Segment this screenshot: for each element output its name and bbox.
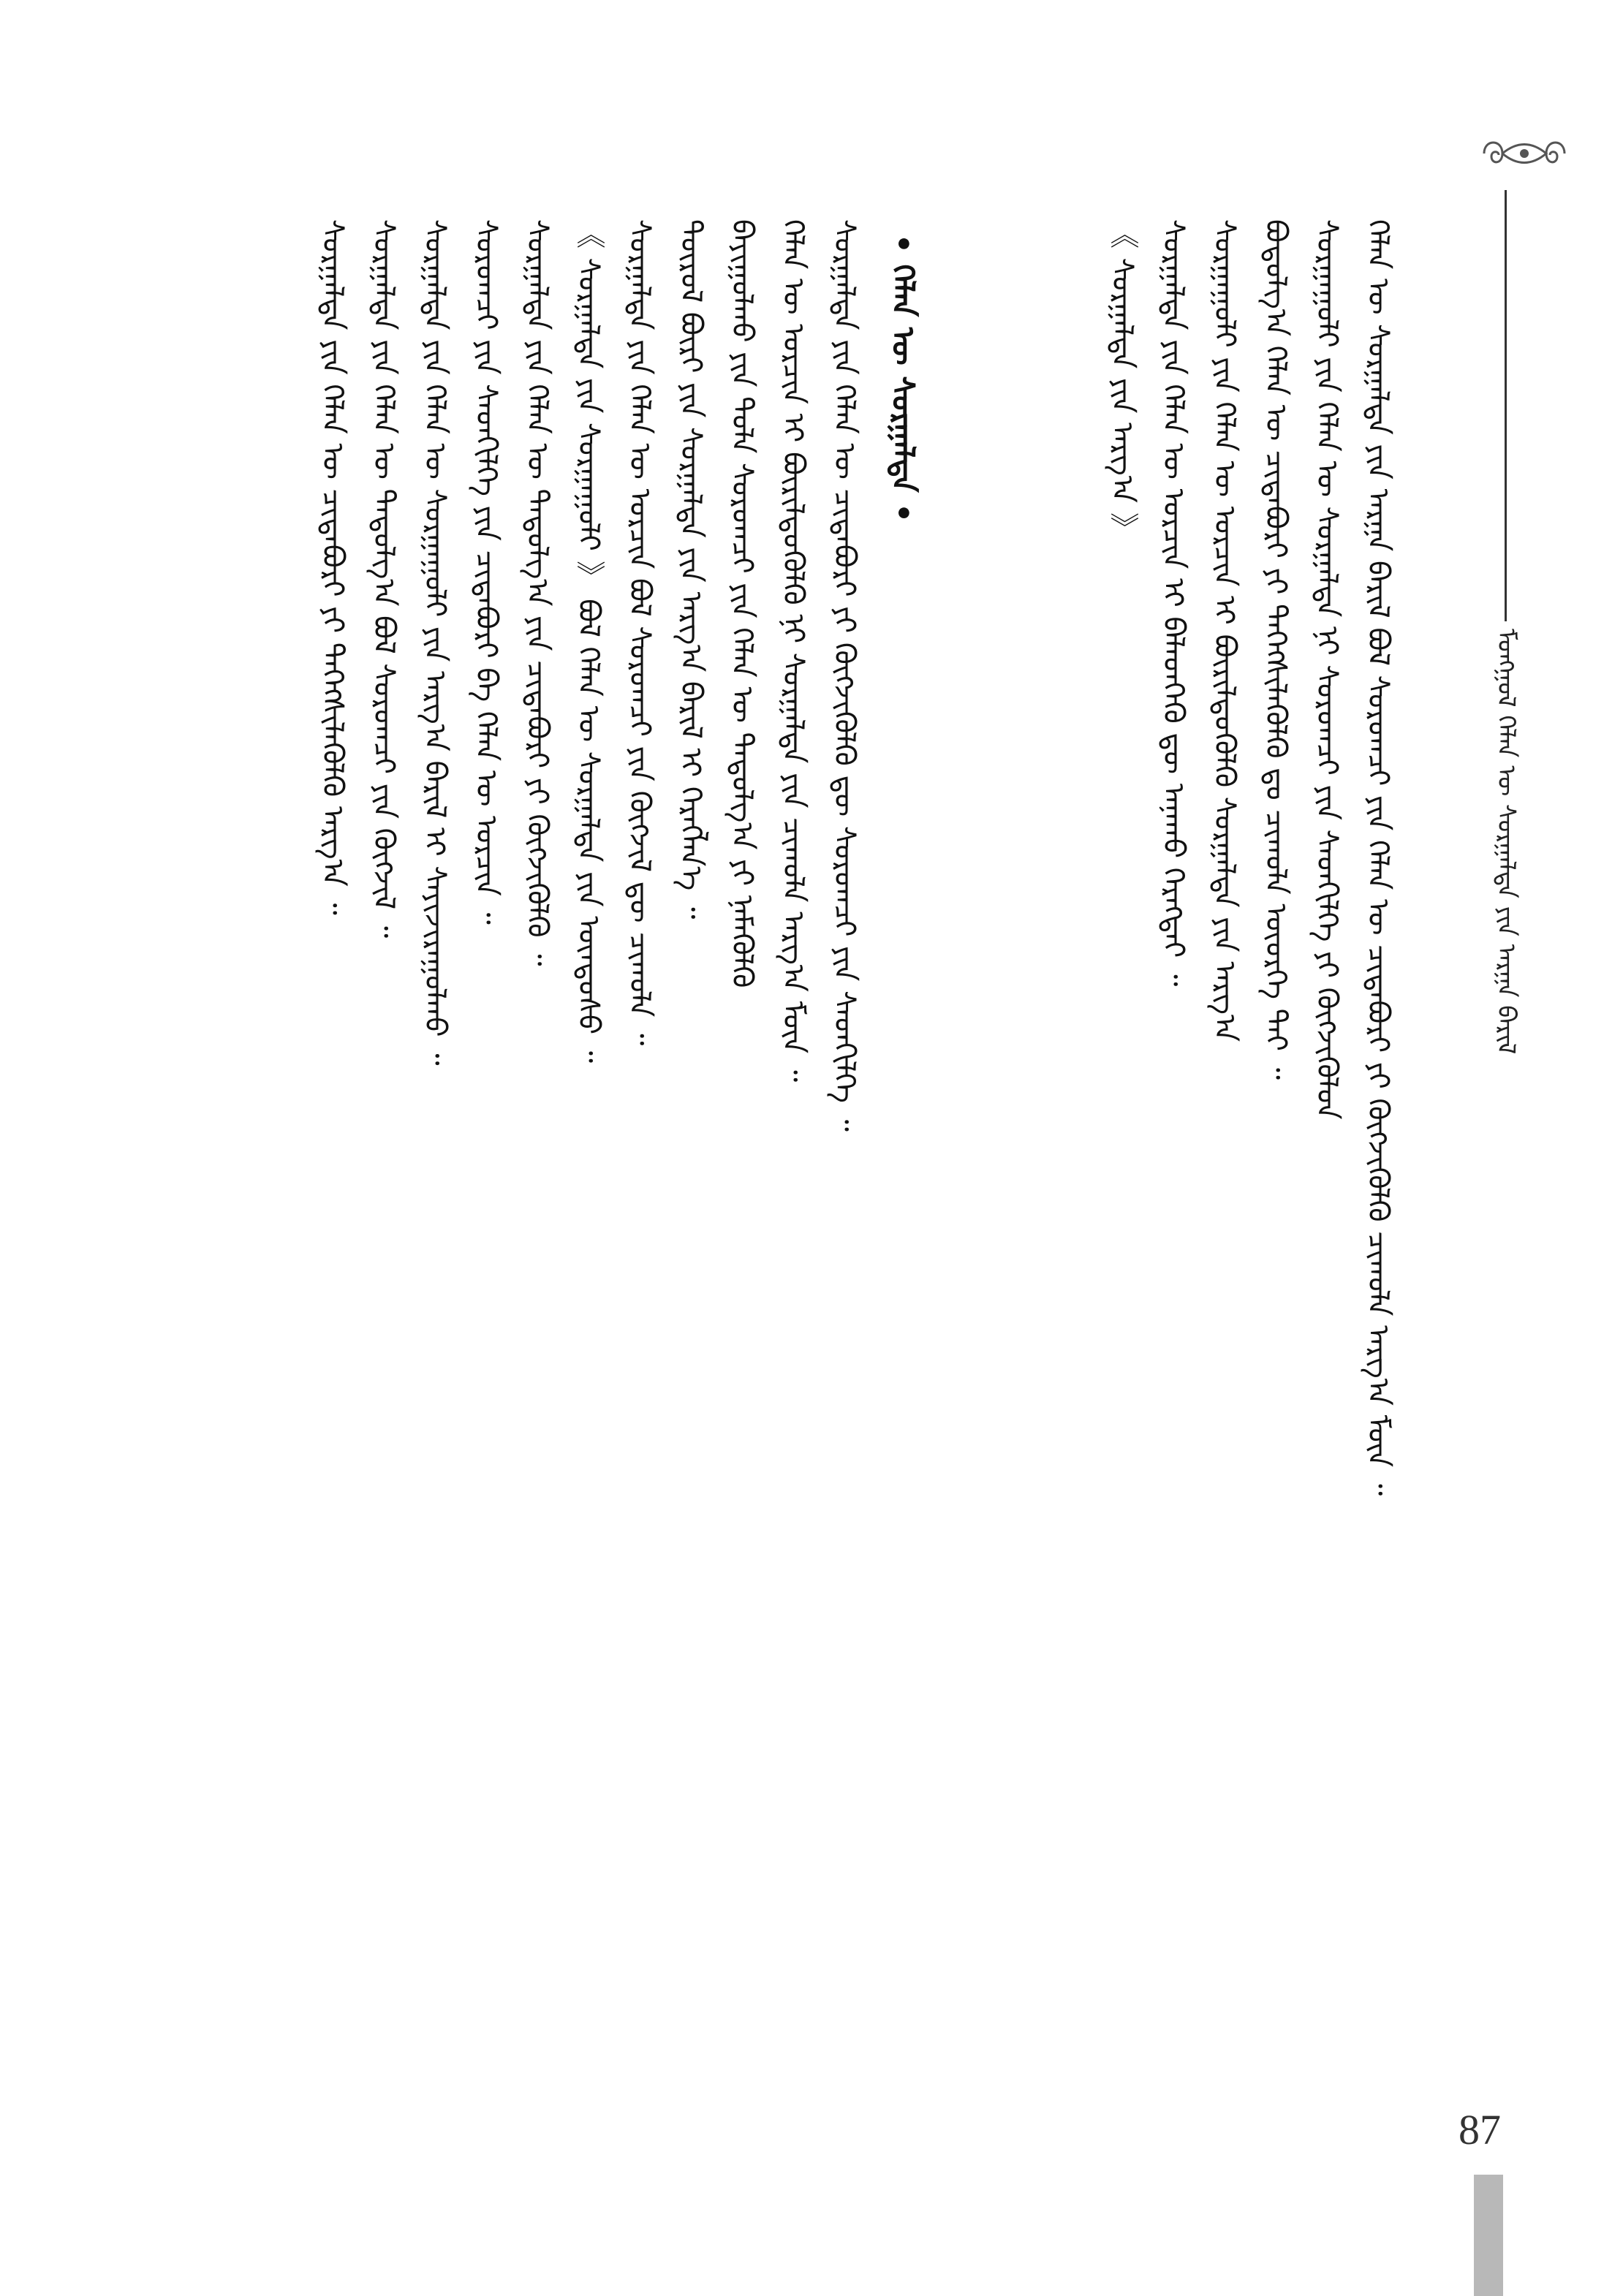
paragraph-column: ᠰᠤᠷᠭᠠᠭᠤᠯᠢ ᠶᠢᠨ ᠬᠡᠯᠡᠨ ᠦ ᠣᠷᠴᠢᠨ ᠢ ᠪᠦᠷᠢᠯᠳᠦᠭᠦᠯᠬᠦ ᠰᠤᠷᠭᠠᠯᠲᠠ ᠶᠢᠨ ᠠᠷᠭ᠎ᠠ: [1208, 219, 1241, 1042]
section-heading: • ᠬᠡᠯᠡᠨ ᠦ ᠰᠤᠷᠭᠠᠯᠲᠠ •: [885, 234, 921, 523]
body-column: ᠪᠠᠶᠢᠭᠤᠯᠬᠤ ᠶᠢᠨ ᠲᠤᠯᠠ ᠰᠤᠷᠤᠭᠴᠢ ᠶᠢᠨ ᠬᠡᠯᠡᠨ ᠦ ᠳᠠᠳᠤᠯᠭ᠎ᠠ ᠶᠢ ᠨᠡᠮᠡᠭᠦᠯᠬᠦ: [725, 219, 759, 988]
body-column: ᠬᠡᠯᠡᠨ ᠦ ᠣᠷᠴᠢᠨ ᠢ ᠪᠦᠷᠢᠯᠳᠦᠭᠦᠯᠬᠦ ᠨᠢ ᠰᠤᠷᠭᠠᠯᠲᠠ ᠶᠢᠨ ᠴᠢᠬᠤᠯᠠ ᠠᠷᠭ᠎ᠠ ᠮᠥᠨ ᠃: [776, 219, 810, 1083]
paragraph-column: ᠰᠤᠷᠭᠠᠯᠲᠠ ᠶᠢᠨ ᠬᠡᠯᠡᠨ ᠦ ᠣᠷᠴᠢᠨ ᠢ ᠪᠡᠯᠡᠳᠬᠡᠬᠦ ᠳᠦ ᠠᠨᠠᠬᠤ ᠬᠡᠷᠡᠭᠲᠡᠢ ᠃: [1157, 219, 1190, 987]
page-number: 87: [1459, 2106, 1501, 2153]
body-column: ᠰᠤᠷᠭᠠᠯᠲᠠ ᠶᠢᠨ ᠬᠡᠯᠡᠨ ᠦ ᠰᠤᠷᠭᠠᠭᠤᠯᠢ ᠶᠢᠨ ᠠᠷᠭ᠎ᠠ ᠪᠠᠷᠢᠯ ᠢ ᠰᠠᠶᠢᠵᠢᠷᠠᠭᠤᠯᠬᠤ ᠃: [418, 219, 452, 1066]
body-column: ᠰᠤᠷᠭᠠᠯᠲᠠ ᠶᠢᠨ ᠬᠡᠯᠡᠨ ᠦ ᠳᠠᠳᠤᠯᠭ᠎ᠠ ᠪᠣᠯ ᠰᠤᠷᠤᠭᠴᠢ ᠶᠢᠨ ᠬᠥᠭᠵᠢᠯ ᠃: [367, 219, 401, 939]
page-edge-bar: [1474, 2175, 1503, 2296]
paragraph-column: ᠪᠣᠳᠤᠯᠭ᠎ᠠ ᠬᠡᠯᠡᠨ ᠦ ᠴᠢᠳᠠᠪᠤᠷᠢ ᠶᠢ ᠳᠡᠭᠡᠭᠰᠢᠯᠡᠭᠦᠯᠬᠦ ᠳᠤ ᠴᠢᠬᠤᠯᠠ ᠦᠦᠷᠭᠡ ᠲᠡᠢ ᠃: [1259, 219, 1293, 1080]
body-column: ᠰᠤᠷᠤᠭᠴᠢ ᠶᠢᠨ ᠰᠡᠳᠬᠢᠯᠭᠡ ᠶᠢᠨ ᠴᠢᠳᠠᠪᠤᠷᠢ ᠪᠠ ᠬᠡᠯᠡᠨ ᠦ ᠣᠷᠴᠢᠨ ᠃: [469, 219, 503, 925]
body-column: ᠰᠤᠷᠭᠠᠯᠲᠠ ᠶᠢᠨ ᠬᠡᠯᠡᠨ ᠦ ᠳᠠᠳᠤᠯᠭ᠎ᠠ ᠶᠢᠨ ᠴᠢᠳᠠᠪᠤᠷᠢ ᠶᠢ ᠬᠥᠭᠵᠢᠭᠦᠯᠬᠦ ᠃: [521, 219, 554, 966]
header-rule: [1505, 190, 1507, 621]
body-column: ᠰᠤᠷᠭᠠᠯᠲᠠ ᠶᠢᠨ ᠬᠡᠯᠡᠨ ᠦ ᠣᠷᠴᠢᠨ ᠪᠣᠯ ᠰᠤᠷᠤᠭᠴᠢ ᠶᠢᠨ ᠬᠥᠭᠵᠢᠯ ᠳᠦ ᠴᠢᠬᠤᠯᠠ ᠃: [623, 219, 657, 1046]
paragraph-column: ᠰᠤᠷᠭᠠᠭᠤᠯᠢ ᠶᠢᠨ ᠬᠡᠯᠡᠨ ᠦ ᠰᠤᠷᠭᠠᠯᠲᠠ ᠨᠢ ᠰᠤᠷᠤᠭᠴᠢ ᠶᠢᠨ ᠰᠡᠳᠬᠢᠯᠭᠡ ᠶᠢ ᠬᠥᠭᠵᠢᠭᠦᠯᠦᠨ: [1310, 219, 1344, 1120]
header-ornament: [1469, 124, 1579, 183]
paragraph-column: 《 ᠰᠤᠷᠭᠠᠯᠲᠠ ᠶᠢᠨ ᠠᠷᠭ᠎ᠠ 》: [1105, 219, 1139, 542]
body-column: 《 ᠰᠤᠷᠭᠠᠯᠲᠠ ᠶᠢᠨ ᠰᠤᠷᠭᠠᠭᠤᠯᠢ 》 ᠪᠣᠯ ᠬᠡᠯᠡᠨ ᠦ ᠰᠤᠷᠭᠠᠯᠲᠠ ᠶᠢᠨ ᠦᠨᠳᠦᠰᠦ ᠃: [572, 219, 605, 1064]
body-column: ᠰᠤᠷᠭᠠᠯᠲᠠ ᠶᠢᠨ ᠬᠡᠯᠡᠨ ᠦ ᠴᠢᠳᠠᠪᠤᠷᠢ ᠶᠢ ᠳᠡᠭᠡᠭᠰᠢᠯᠡᠭᠦᠯᠬᠦ ᠠᠷᠭ᠎ᠠ ᠃: [316, 219, 349, 915]
running-head: ᠮᠣᠩᠭᠣᠯ ᠬᠡᠯᠡᠨ ᠦ ᠰᠤᠷᠭᠠᠯᠲᠠ ᠶᠢᠨ ᠠᠷᠭᠠ ᠪᠠᠷᠢᠯ: [1491, 629, 1521, 1055]
body-column: ᠰᠤᠷᠭᠠᠯᠲᠠ ᠶᠢᠨ ᠬᠡᠯᠡᠨ ᠦ ᠴᠢᠳᠠᠪᠤᠷᠢ ᠶᠢ ᠬᠥᠭᠵᠢᠭᠦᠯᠬᠦ ᠳᠦ ᠰᠤᠷᠤᠭᠴᠢ ᠶᠢᠨ ᠰᠡᠳᠬᠢᠯᠭᠡ ᠃: [828, 219, 861, 1132]
paragraph-column: ᠬᠡᠯᠡᠨ ᠦ ᠰᠤᠷᠭᠠᠯᠲᠠ ᠶᠢᠨ ᠠᠷᠭᠠ ᠪᠠᠷᠢᠯ ᠪᠣᠯ ᠰᠤᠷᠤᠭᠴᠢ ᠶᠢᠨ ᠬᠡᠯᠡᠨ ᠦ ᠴᠢᠳᠠᠪᠤᠷᠢ ᠶᠢ ᠬᠥᠭᠵᠢᠭᠦᠯᠬᠦ ᠴᠢᠬᠤᠯᠠ ᠠᠷᠭ᠎ᠠ ᠮᠥᠨ ᠃: [1361, 219, 1395, 1496]
text-block: [190, 219, 1404, 2025]
body-column: ᠲᠥᠷᠥᠯ ᠪᠦᠷᠢ ᠶᠢᠨ ᠰᠤᠷᠭᠠᠯᠲᠠ ᠶᠢᠨ ᠠᠷᠭ᠎ᠠ ᠪᠠᠷᠢᠯ ᠢ ᠬᠡᠷᠡᠭᠯᠡᠨ᠎ᠡ ᠃: [674, 219, 708, 920]
